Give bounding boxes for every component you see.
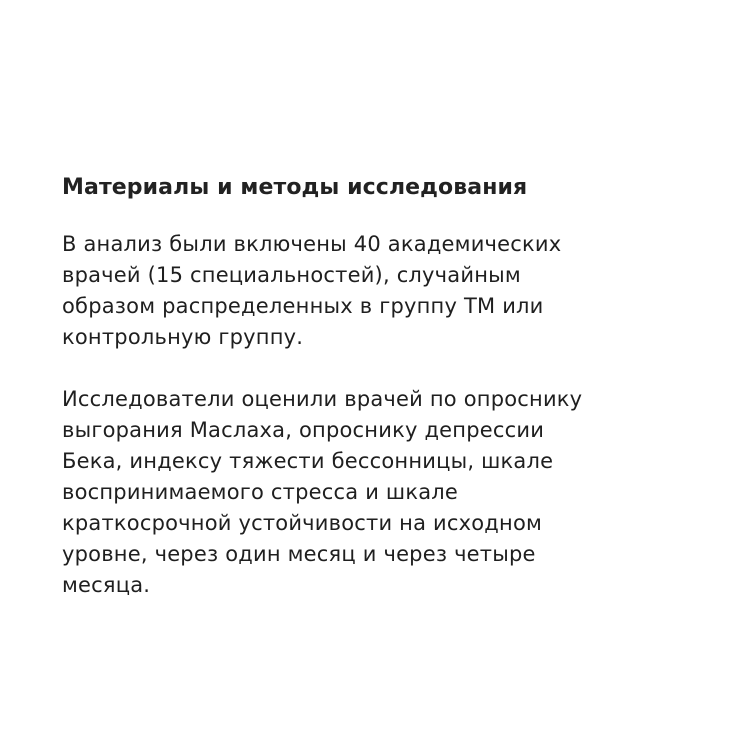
paragraph-sample [62, 229, 712, 353]
paragraph-line: Бека, индексу тяжести бессонницы, шкале [62, 449, 554, 473]
paragraph-line: Исследователи оценили врачей по опроснику [62, 387, 583, 411]
paragraph-line: контрольную группу. [62, 325, 304, 349]
paragraph-line: воспринимаемого стресса и шкале [62, 480, 459, 504]
paragraph-line: месяца. [62, 573, 151, 597]
paragraph-line: врачей (15 специальностей), случайным [62, 263, 521, 287]
paragraph-line: выгорания Маслаха, опроснику депрессии [62, 418, 545, 442]
paragraph-assessment [62, 384, 712, 601]
section-heading: Материалы и методы исследования [62, 175, 528, 200]
paragraph-line: образом распределенных в группу ТМ или [62, 294, 544, 318]
paragraph-line: В анализ были включены 40 академических [62, 232, 562, 256]
text-block [62, 172, 712, 601]
paragraph-line: краткосрочной устойчивости на исходном [62, 511, 543, 535]
paragraph-line: уровне, через один месяц и через четыре [62, 542, 536, 566]
